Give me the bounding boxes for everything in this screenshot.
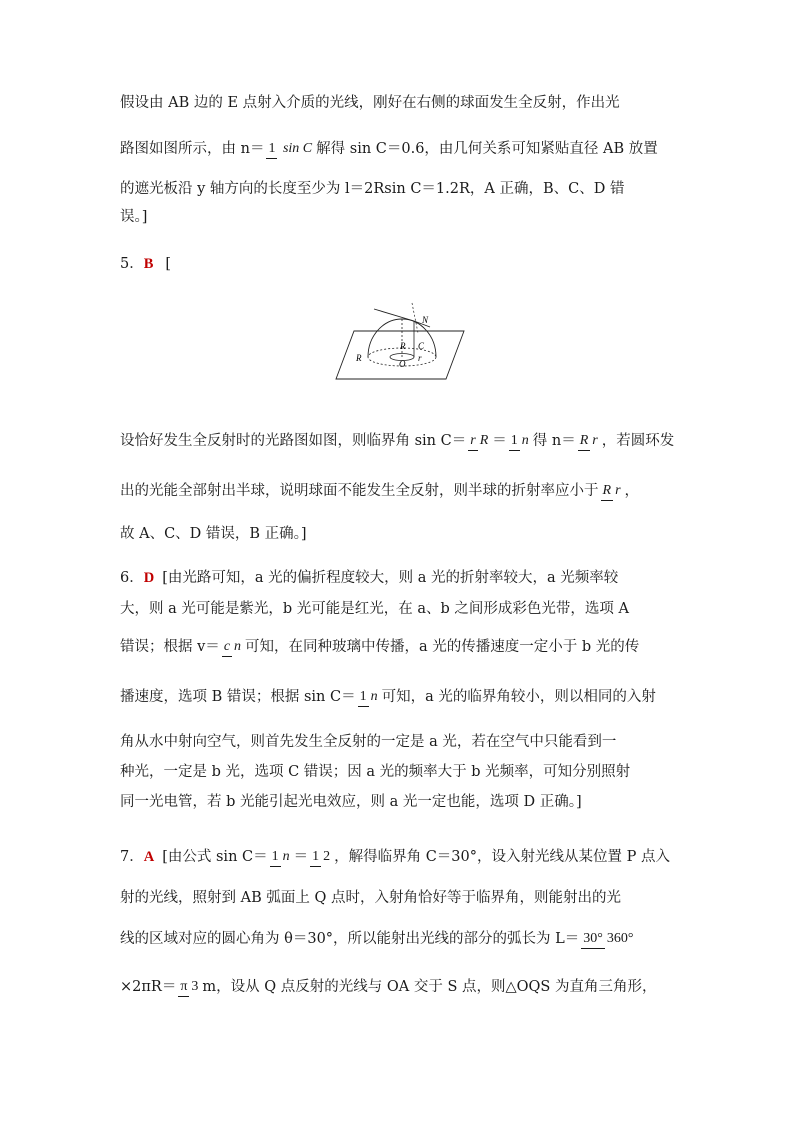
text-line bbox=[120, 133, 674, 165]
fraction: R r bbox=[601, 482, 623, 501]
label-c: C bbox=[418, 341, 425, 351]
text-run: 播速度，选项 B 错误；根据 sin C＝ bbox=[120, 689, 356, 705]
text-run: 可知，a 光的临界角较小，则以相同的入射 bbox=[381, 689, 656, 705]
text-line bbox=[120, 424, 674, 458]
text-run: 设恰好发生全反射时的光路图如图，则临界角 sin C＝ bbox=[120, 433, 467, 449]
fraction: 1 n bbox=[509, 432, 531, 451]
text-line bbox=[120, 630, 674, 664]
text-run: 错误；根据 v＝ bbox=[120, 639, 220, 655]
text-line bbox=[120, 758, 674, 786]
label-r-small: r bbox=[418, 353, 422, 363]
text-run: 角从水中射向空气，则首先发生全反射的一定是 a 光，若在空气中只能看到一 bbox=[120, 734, 617, 750]
label-o: O bbox=[399, 359, 406, 369]
text-line bbox=[120, 595, 674, 623]
text-line bbox=[120, 520, 674, 548]
text-run: [由公式 sin C＝ bbox=[162, 849, 268, 865]
text-run: ＝ bbox=[492, 433, 507, 449]
text-run: ，解得临界角 C＝30°，设入射光线从某位置 P 点入 bbox=[334, 849, 670, 865]
answer-letter: B bbox=[143, 256, 154, 272]
question-header bbox=[120, 250, 674, 278]
answer-letter: D bbox=[143, 570, 155, 586]
fraction: 1 2 bbox=[310, 848, 332, 867]
question-number: 5． bbox=[120, 256, 144, 272]
text-line bbox=[120, 922, 674, 956]
text-run: 射的光线，照射到 AB 弧面上 Q 点时，入射角恰好等于临界角，则能射出的光 bbox=[120, 890, 621, 906]
text-run: 假设由 AB 边的 E 点射入介质的光线，刚好在右侧的球面发生全反射，作出光 bbox=[120, 95, 620, 111]
text-line bbox=[120, 728, 674, 756]
hemisphere-diagram bbox=[334, 297, 470, 387]
text-run: 可知，在同种玻璃中传播，a 光的传播速度一定小于 b 光的传 bbox=[245, 639, 640, 655]
answer-letter: A bbox=[143, 849, 155, 865]
text-run: ＝ bbox=[293, 849, 309, 865]
text-line bbox=[120, 203, 674, 231]
label-r-big: R bbox=[400, 341, 406, 351]
text-line bbox=[120, 564, 674, 592]
incident-ray bbox=[374, 309, 414, 321]
bracket: [ bbox=[165, 256, 172, 272]
text-run: 种光，一定是 b 光，选项 C 错误；因 a 光的频率大于 b 光频率，可知分别照射 bbox=[120, 764, 631, 780]
text-run: 大，则 a 光可能是紫光，b 光可能是红光，在 a、b 之间形成彩色光带，选项 A bbox=[120, 601, 629, 617]
fraction: R r bbox=[578, 432, 600, 451]
question-number: 6． bbox=[120, 570, 144, 586]
text-run: ， bbox=[624, 483, 640, 499]
text-line bbox=[120, 840, 674, 874]
text-run: 同一光电管，若 b 光能引起光电效应，则 a 光一定也能，选项 D 正确。] bbox=[120, 794, 582, 810]
text-run: 故 A、C、D 错误，B 正确。] bbox=[120, 526, 307, 542]
question-number: 7． bbox=[120, 849, 144, 865]
text-line bbox=[120, 175, 674, 203]
text-run: ，若圆环发 bbox=[601, 433, 675, 449]
fraction: 1 n bbox=[358, 688, 380, 707]
text-line bbox=[120, 970, 674, 1004]
text-run: 误。] bbox=[120, 209, 148, 225]
text-line bbox=[120, 89, 674, 117]
n-normal-line bbox=[412, 303, 418, 333]
text-run: m，设从 Q 点反射的光线与 OA 交于 S 点，则△OQS 为直角三角形， bbox=[202, 979, 657, 995]
fraction: π 3 bbox=[178, 978, 200, 997]
label-r-side: R bbox=[356, 353, 362, 363]
text-run: 线的区域对应的圆心角为 θ＝30°，所以能射出光线的部分的弧长为 L＝ bbox=[120, 931, 580, 947]
text-run: [由光路可知，a 光的偏折程度较大，则 a 光的折射率较大，a 光频率较 bbox=[162, 570, 619, 586]
text-line bbox=[120, 474, 674, 508]
label-n: N bbox=[422, 315, 429, 325]
text-line bbox=[120, 884, 674, 912]
fraction: r R bbox=[468, 432, 490, 451]
text-run: 路图如图所示，由 n＝ bbox=[120, 141, 265, 157]
text-run: ×2πR＝ bbox=[120, 979, 177, 995]
fraction: 1 n bbox=[270, 848, 292, 867]
text-line bbox=[120, 788, 674, 816]
fraction: c n bbox=[222, 638, 243, 657]
text-run: 的遮光板沿 y 轴方向的长度至少为 l＝2Rsin C＝1.2R，A 正确，B、C、D 错 bbox=[120, 181, 625, 197]
fraction: 30° 360° bbox=[581, 930, 635, 949]
fraction: 1 sin C bbox=[266, 140, 314, 159]
text-run: 出的光能全部射出半球，说明球面不能发生全反射，则半球的折射率应小于 bbox=[120, 483, 599, 499]
text-line bbox=[120, 680, 674, 714]
text-run: 得 n＝ bbox=[532, 433, 576, 449]
text-run: 解得 sin C＝0.6，由几何关系可知紧贴直径 AB 放置 bbox=[316, 141, 658, 157]
